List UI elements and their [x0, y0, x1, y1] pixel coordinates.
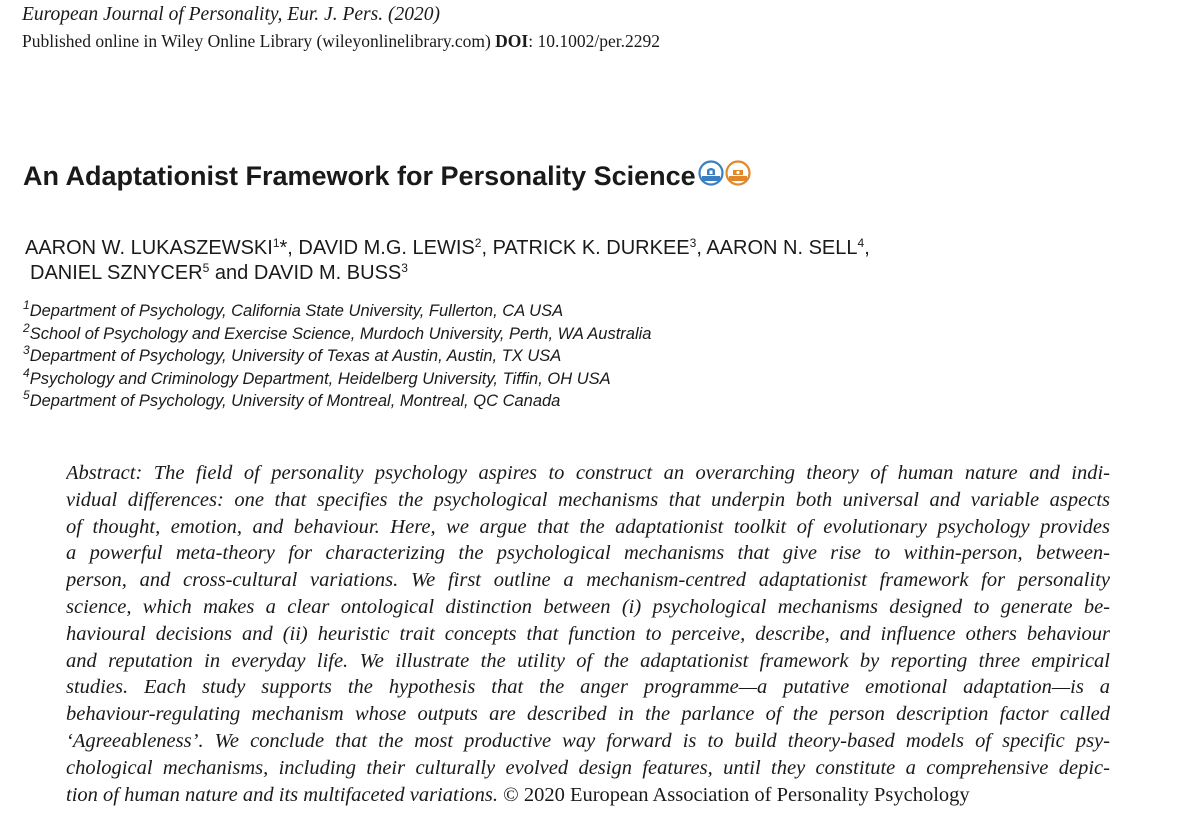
abstract-line: Abstract: The field of personality psychology aspires to construct an overarching theory of human nature and indi- — [66, 462, 1110, 484]
author-name: AARON W. LUKASZEWSKI — [25, 237, 273, 259]
author-affiliation-sup: 4 — [857, 236, 865, 250]
author-line-1 — [25, 236, 870, 261]
published-online-line — [22, 31, 660, 52]
affiliation-sup: 3 — [23, 343, 30, 357]
affiliation-text: Department of Psychology, University of Texas at Austin, Austin, TX USA — [29, 347, 562, 365]
copyright-notice: © 2020 European Association of Personality Psychology — [503, 783, 970, 806]
author-affiliation-sup: 3 — [689, 236, 697, 250]
author-separator: *, — [279, 237, 299, 259]
author-separator: , — [696, 237, 707, 259]
abstract-line: person, and cross-cultural variations. We first outline a mechanism-centred adaptationist framework for personality — [66, 569, 1110, 592]
article-title-row — [23, 160, 751, 193]
affiliation-list — [23, 300, 651, 413]
open-materials-badge-icon[interactable] — [725, 160, 751, 193]
doi-label: DOI — [495, 31, 529, 51]
article-title: An Adaptationist Framework for Personality Science — [23, 161, 696, 191]
abstract-line: vidual differences: one that specifies the psychological mechanisms that underpin both universal and variable aspects — [66, 488, 1110, 511]
abstract-line: tion of human nature and its multifaceted variations. — [66, 783, 504, 806]
abstract-line: of thought, emotion, and behaviour. Here, we argue that the adaptationist toolkit of evolutionary psychology provides — [66, 515, 1110, 538]
affiliation-sup: 5 — [23, 388, 30, 402]
abstract-line: and reputation in everyday life. We illustrate the utility of the adaptationist framework by reporting three empirical — [66, 649, 1110, 672]
doi-value: : 10.1002/per.2292 — [528, 31, 660, 51]
abstract-line: a powerful meta-theory for characterizing the psychological mechanisms that give rise to within-person, between- — [66, 542, 1110, 565]
abstract-line: havioural decisions and (ii) heuristic trait concepts that function to perceive, describe, and influence others behaviour — [66, 622, 1110, 645]
author-name: AARON N. SELL — [706, 237, 858, 259]
author-affiliation-sup: 3 — [401, 261, 408, 275]
affiliation-text: Department of Psychology, California State University, Fullerton, CA USA — [29, 302, 564, 320]
abstract-line: ‘Agreeableness’. We conclude that the most productive way forward is to build theory-based models of specific psy- — [66, 729, 1110, 752]
affiliation-sup: 2 — [23, 320, 30, 335]
affiliation-item — [23, 300, 651, 323]
journal-citation: European Journal of Personality, Eur. J. Pers. (2020) — [22, 4, 440, 25]
affiliation-text: Psychology and Criminology Department, Heidelberg University, Tiffin, OH USA — [29, 369, 611, 388]
author-separator: and — [209, 262, 254, 284]
author-affiliation-sup: 2 — [474, 236, 482, 250]
affiliation-sup: 1 — [23, 298, 30, 312]
abstract-line: chological mechanisms, including their culturally evolved design features, until they constitute a comprehensive depic- — [66, 756, 1110, 779]
author-name: DAVID M.G. LEWIS — [298, 237, 475, 259]
author-list — [25, 236, 870, 286]
badges — [698, 160, 751, 193]
affiliation-text: School of Psychology and Exercise Science, Murdoch University, Perth, WA Australia — [29, 324, 652, 343]
author-separator: , — [481, 237, 493, 259]
abstract-line: behaviour-regulating mechanism whose outputs are described in the parlance of the person description factor called — [66, 703, 1110, 726]
affiliation-item — [23, 345, 651, 368]
author-line-2 — [25, 261, 870, 286]
published-prefix: Published online in Wiley Online Library (wileyonlinelibrary.com) — [22, 31, 491, 51]
abstract — [66, 460, 1110, 808]
affiliation-item — [23, 390, 651, 413]
author-affiliation-sup: 5 — [202, 261, 210, 275]
author-name: DANIEL SZNYCER — [30, 262, 203, 284]
author-separator: , — [864, 237, 870, 259]
affiliation-item — [23, 365, 651, 391]
abstract-line: studies. Each study supports the hypothesis that the anger programme—a putative emotional adaptation—is a — [66, 676, 1110, 699]
abstract-line: science, which makes a clear ontological distinction between (i) psychological mechanisms designed to generate be- — [66, 595, 1110, 618]
affiliation-text: Department of Psychology, University of Montreal, Montreal, QC Canada — [29, 392, 561, 410]
author-name: PATRICK K. DURKEE — [492, 237, 690, 259]
affiliation-item — [23, 320, 652, 346]
abstract-last-line — [66, 782, 1110, 809]
author-name: DAVID M. BUSS — [253, 262, 402, 284]
open-data-badge-icon[interactable] — [698, 160, 724, 193]
affiliation-sup: 4 — [23, 365, 30, 380]
author-affiliation-sup: 1 — [272, 236, 280, 250]
